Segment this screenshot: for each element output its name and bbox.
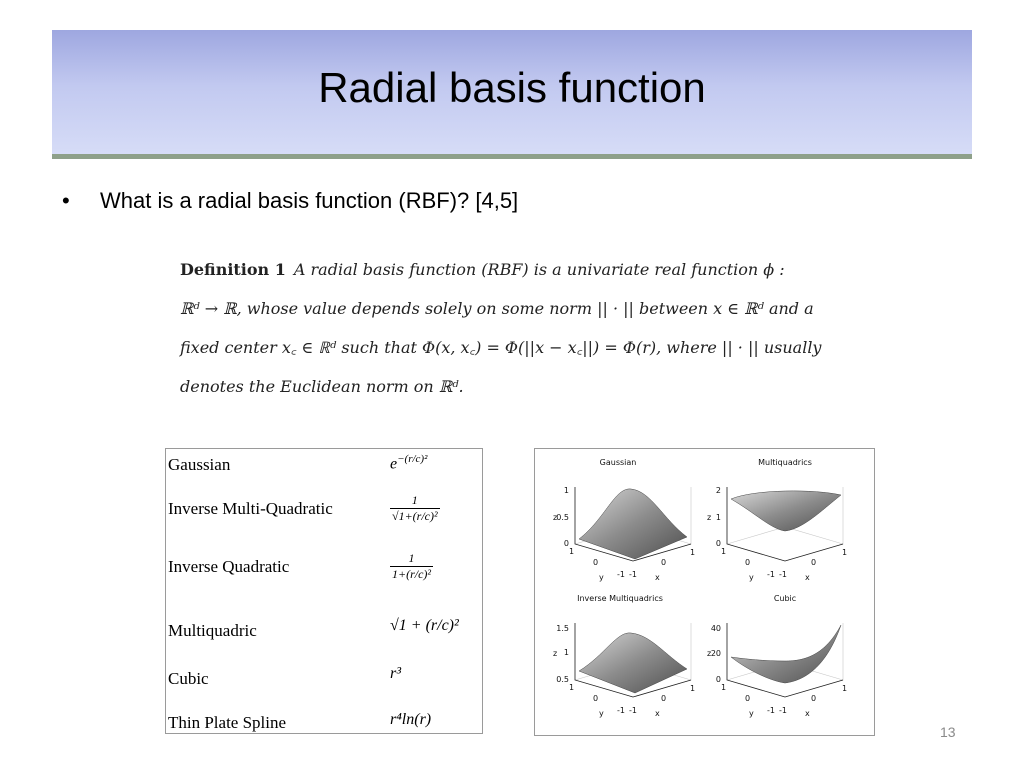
multiquadrics-ytick-0: 0 xyxy=(745,558,751,567)
multiquadrics-ytick-1: 1 xyxy=(721,547,727,556)
inverse-multiquadrics-y-label: y xyxy=(599,709,604,718)
plot-inverse-multiquadrics xyxy=(553,594,695,718)
gaussian-ztick-1: 1 xyxy=(563,486,569,495)
page-number: 13 xyxy=(940,724,956,740)
definition-line-1: A radial basis function (RBF) is a univariate real function ϕ : xyxy=(293,260,785,279)
gaussian-exponent: −(r/c)² xyxy=(397,453,428,465)
gaussian-ytick-1: 1 xyxy=(569,547,575,556)
plot-gaussian xyxy=(553,458,695,582)
rbf-name-inverse-quadratic: Inverse Quadratic xyxy=(168,557,290,576)
cubic-ytick-1: 1 xyxy=(721,683,727,692)
definition-block xyxy=(180,250,850,406)
multiquadrics-surface xyxy=(731,491,841,531)
inverse-multiquadrics-x-label: x xyxy=(655,709,660,718)
inverse-multiquadrics-ytick-0: 0 xyxy=(593,694,599,703)
inverse-multiquadrics-ztick-1: 1 xyxy=(563,648,569,657)
plot-cubic xyxy=(707,594,847,718)
cubic-ytick-0: 0 xyxy=(745,694,751,703)
inverse-multiquadrics-surface xyxy=(579,633,687,693)
rbf-name-inverse-multi-quadratic: Inverse Multi-Quadratic xyxy=(168,499,333,518)
inverse-multiquadrics-ytick-m1: -1 xyxy=(617,706,625,715)
iq-numerator: 1 xyxy=(390,551,433,567)
definition-label: Definition 1 xyxy=(180,260,286,279)
plot-title-cubic: Cubic xyxy=(773,594,797,603)
rbf-formula-thin-plate-spline: r⁴ln(r) xyxy=(390,711,432,728)
gaussian-xtick-m1: -1 xyxy=(629,570,637,579)
cubic-xtick-m1: -1 xyxy=(779,706,787,715)
cubic-ztick-20: 20 xyxy=(710,649,721,658)
cubic-ztick-0: 0 xyxy=(715,675,721,684)
plot-title-gaussian: Gaussian xyxy=(599,458,637,467)
inverse-multiquadrics-z-label: z xyxy=(553,649,558,658)
rbf-name-thin-plate-spline: Thin Plate Spline xyxy=(168,713,287,732)
multiquadrics-xtick-1: 1 xyxy=(842,548,848,557)
imq-denominator: √1+(r/c)² xyxy=(392,509,438,523)
cubic-xtick-1: 1 xyxy=(842,684,848,693)
rbf-formula-multiquadric: √1 + (r/c)² xyxy=(390,617,459,634)
plot-title-inverse-multiquadrics: Inverse Multiquadrics xyxy=(577,594,663,603)
rbf-name-gaussian: Gaussian xyxy=(168,455,231,474)
multiquadrics-xtick-0: 0 xyxy=(811,558,817,567)
slide-title: Radial basis function xyxy=(318,64,706,111)
cubic-xtick-0: 0 xyxy=(811,694,817,703)
cubic-z-label: z xyxy=(707,649,712,658)
gaussian-ztick-0: 0 xyxy=(563,539,569,548)
cubic-x-label: x xyxy=(805,709,810,718)
iq-denominator: 1+(r/c)² xyxy=(392,567,432,581)
definition-line-2: ℝᵈ → ℝ, whose value depends solely on some norm || · || between x ∈ ℝᵈ and a xyxy=(180,299,814,318)
multiquadrics-ztick-0: 0 xyxy=(715,539,721,548)
rbf-formula-table xyxy=(165,448,483,734)
rbf-formula-cubic: r³ xyxy=(390,665,402,682)
multiquadrics-z-label: z xyxy=(707,513,712,522)
inverse-multiquadrics-xtick-m1: -1 xyxy=(629,706,637,715)
rbf-formula-gaussian xyxy=(390,453,427,473)
cubic-y-label: y xyxy=(749,709,754,718)
definition-line-4: denotes the Euclidean norm on ℝᵈ. xyxy=(180,377,464,396)
inverse-multiquadrics-ztick-0-5: 0.5 xyxy=(556,675,569,684)
gaussian-x-label: x xyxy=(655,573,660,582)
inverse-multiquadrics-xtick-1: 1 xyxy=(690,684,696,693)
surface-plots-svg xyxy=(535,449,876,737)
plot-title-multiquadrics: Multiquadrics xyxy=(758,458,812,467)
gaussian-ztick-0-5: 0.5 xyxy=(556,513,569,522)
rbf-formula-inverse-quadratic xyxy=(390,551,433,582)
rbf-name-multiquadric: Multiquadric xyxy=(168,621,257,640)
bullet-marker: • xyxy=(62,188,70,213)
gaussian-z-label: z xyxy=(553,513,558,522)
rbf-surface-plots xyxy=(534,448,875,736)
inverse-multiquadrics-ytick-1: 1 xyxy=(569,683,575,692)
gaussian-base: e xyxy=(390,455,398,473)
cubic-ztick-40: 40 xyxy=(710,624,721,633)
title-bar xyxy=(52,30,972,159)
gaussian-surface xyxy=(579,489,687,559)
definition-line-3: fixed center x꜀ ∈ ℝᵈ such that Φ(x, x꜀) = Φ(||x − x꜀||) = Φ(r), where || · || usually xyxy=(180,338,822,357)
multiquadrics-ztick-1: 1 xyxy=(715,513,721,522)
gaussian-xtick-0: 0 xyxy=(661,558,667,567)
multiquadrics-xtick-m1: -1 xyxy=(779,570,787,579)
multiquadrics-ztick-2: 2 xyxy=(715,486,721,495)
imq-numerator: 1 xyxy=(390,493,440,509)
rbf-name-cubic: Cubic xyxy=(168,669,209,688)
bullet-text: What is a radial basis function (RBF)? [4,5] xyxy=(100,188,519,213)
multiquadrics-ytick-m1: -1 xyxy=(767,570,775,579)
inverse-multiquadrics-xtick-0: 0 xyxy=(661,694,667,703)
plot-multiquadrics xyxy=(707,458,847,582)
cubic-ytick-m1: -1 xyxy=(767,706,775,715)
multiquadrics-x-label: x xyxy=(805,573,810,582)
gaussian-ytick-0: 0 xyxy=(593,558,599,567)
multiquadrics-y-label: y xyxy=(749,573,754,582)
gaussian-y-label: y xyxy=(599,573,604,582)
rbf-formula-inverse-multi-quadratic xyxy=(390,493,440,524)
gaussian-xtick-1: 1 xyxy=(690,548,696,557)
inverse-multiquadrics-ztick-1-5: 1.5 xyxy=(556,624,569,633)
gaussian-ytick-m1: -1 xyxy=(617,570,625,579)
